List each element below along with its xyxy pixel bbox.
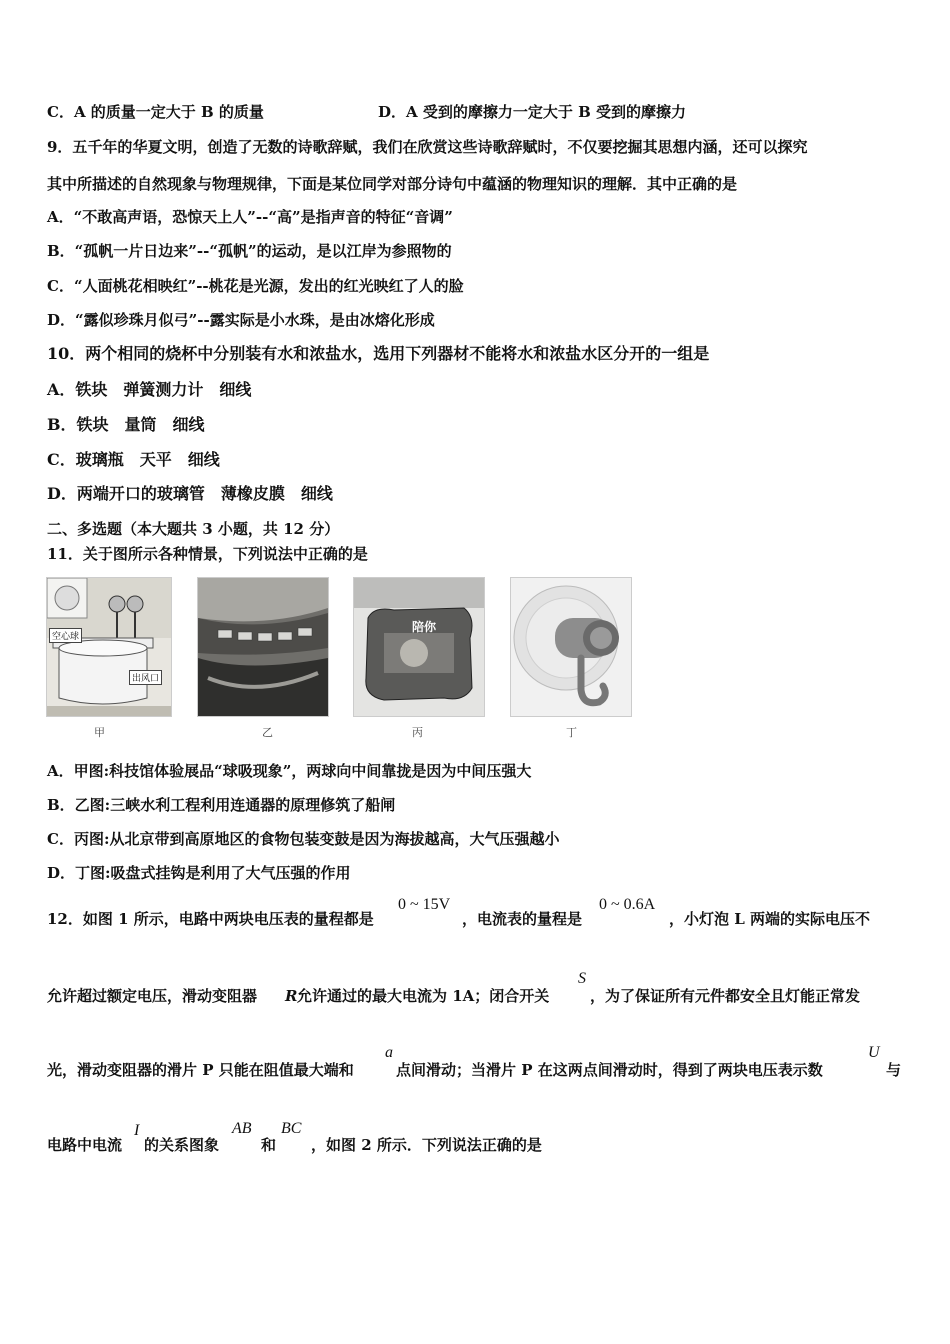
- figure-bing-illustration: [354, 578, 484, 716]
- q12-line2-a: 允许超过额定电压，滑动变阻器: [47, 987, 258, 1005]
- q9-option-a: A．“不敢高声语，恐惊天上人”--“高”是指声音的特征“音调”: [47, 208, 453, 226]
- q12-switch-s: S: [578, 970, 586, 987]
- q10-option-a: A．铁块 弹簧测力计 细线: [47, 380, 252, 399]
- q9-stem-line1: 9．五千年的华夏文明，创造了无数的诗歌辞赋，我们在欣赏这些诗歌辞赋时，不仅要挖掘其思想内涵，还可以探究: [47, 138, 808, 156]
- q12-ammeter-range: 0 ~ 0.6A: [599, 896, 656, 913]
- q12-graph-bc: BC: [281, 1120, 302, 1137]
- q12-line3-a: 光，滑动变阻器的滑片 P 只能在阻值最大端和: [47, 1061, 354, 1079]
- caption-yi: 乙: [262, 726, 273, 739]
- q8-option-c: C．A 的质量一定大于 B 的质量: [47, 103, 264, 121]
- figure-jia-illustration: [47, 578, 171, 716]
- q12-line4-d: ，如图 2 所示．下列说法正确的是: [311, 1136, 542, 1154]
- figure-jia: [46, 577, 172, 717]
- q12-graph-ab: AB: [232, 1120, 252, 1137]
- section-heading: 二、多选题（本大题共 3 小题，共 12 分）: [47, 520, 340, 538]
- q12-line3-b: 点间滑动；当滑片 P 在这两点间滑动时，得到了两块电压表示数: [396, 1061, 823, 1079]
- q11-option-b: B．乙图:三峡水利工程利用连通器的原理修筑了船闸: [47, 796, 396, 814]
- q12-point-a: a: [385, 1044, 393, 1061]
- q10-option-c: C．玻璃瓶 天平 细线: [47, 450, 220, 469]
- label-air-outlet: 出风口: [129, 670, 162, 685]
- q9-option-c: C．“人面桃花相映红”--桃花是光源，发出的红光映红了人的脸: [47, 277, 464, 295]
- q11-option-d: D．丁图:吸盘式挂钩是利用了大气压强的作用: [47, 864, 351, 882]
- q11-stem: 11．关于图所示各种情景，下列说法中正确的是: [47, 545, 368, 563]
- label-hollow-ball: 空心球: [49, 628, 82, 643]
- q12-current-i: I: [134, 1122, 140, 1139]
- figure-bing: [353, 577, 485, 717]
- q11-option-a: A．甲图:科技馆体验展品“球吸现象”，两球向中间靠拢是因为中间压强大: [47, 762, 532, 780]
- q12-line2-c: ，为了保证所有元件都安全且灯能正常发: [590, 987, 861, 1005]
- q12-line2-b: 允许通过的最大电流为 1A；闭合开关: [297, 987, 550, 1005]
- q11-option-c: C．丙图:从北京带到高原地区的食物包装变鼓是因为海拔越高，大气压强越小: [47, 830, 560, 848]
- q8-option-d: D．A 受到的摩擦力一定大于 B 受到的摩擦力: [378, 103, 686, 121]
- figure-yi-illustration: [198, 578, 328, 716]
- q12-voltage-u: U: [868, 1044, 880, 1061]
- caption-jia: 甲: [94, 726, 105, 739]
- q12-line4-a: 电路中电流: [47, 1136, 123, 1154]
- q12-resistor-r: R: [285, 987, 298, 1005]
- q10-option-b: B．铁块 量筒 细线: [47, 415, 205, 434]
- q9-option-b: B．“孤帆一片日边来”--“孤帆”的运动，是以江岸为参照物的: [47, 242, 452, 260]
- q12-line4-b: 的关系图象: [144, 1136, 220, 1154]
- q12-line1-b: ，电流表的量程是: [462, 910, 583, 928]
- caption-bing: 丙: [412, 726, 423, 739]
- figure-ding-illustration: [511, 578, 631, 716]
- q9-stem-line2: 其中所描述的自然现象与物理规律，下面是某位同学对部分诗句中蕴涵的物理知识的理解．其中正确的是: [47, 175, 738, 193]
- q12-line1-a: 12．如图 1 所示，电路中两块电压表的量程都是: [47, 910, 374, 928]
- figure-yi: [197, 577, 329, 717]
- figure-ding: [510, 577, 632, 717]
- q12-line1-c: ，小灯泡 L 两端的实际电压不: [669, 910, 870, 928]
- q12-voltmeter-range: 0 ~ 15V: [398, 896, 451, 913]
- q9-option-d: D．“露似珍珠月似弓”--露实际是小水珠，是由冰熔化形成: [47, 311, 435, 329]
- q12-line4-c: 和: [261, 1136, 277, 1154]
- caption-ding: 丁: [566, 726, 577, 739]
- label-bag-brand: 陪你: [412, 620, 437, 634]
- q12-line3-c: 与: [886, 1061, 902, 1079]
- q10-stem: 10．两个相同的烧杯中分别装有水和浓盐水，选用下列器材不能将水和浓盐水区分开的一组是: [47, 344, 710, 363]
- q10-option-d: D．两端开口的玻璃管 薄橡皮膜 细线: [47, 484, 333, 503]
